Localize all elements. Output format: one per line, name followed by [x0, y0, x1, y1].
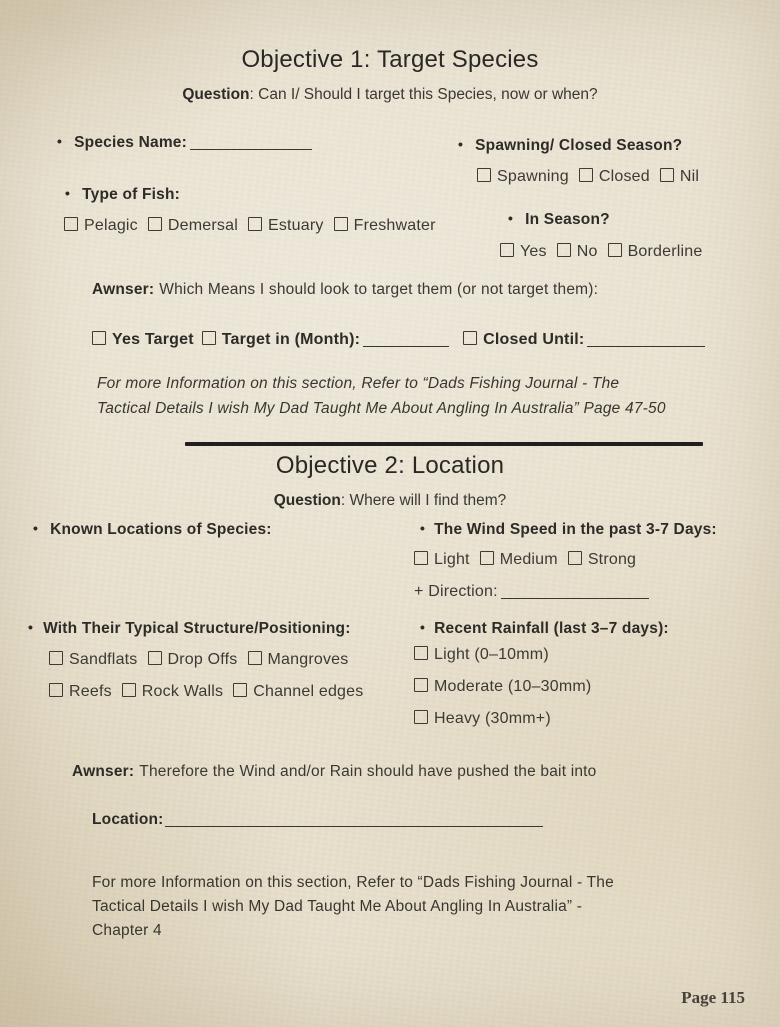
objective1-title: Objective 1: Target Species — [241, 46, 539, 73]
objective1-reference — [97, 371, 666, 421]
structure-item — [28, 620, 351, 638]
checkbox-label: Light — [434, 551, 470, 568]
location-fill-line[interactable] — [165, 812, 543, 827]
checkbox-label: Nil — [679, 168, 700, 185]
checkbox-label: Mangroves — [267, 651, 349, 668]
checkbox-label: Heavy (30mm+) — [434, 710, 551, 727]
bullet-icon — [65, 185, 70, 203]
answer-text: Which Means I should look to target them (or not target them): — [159, 281, 599, 298]
checkbox-icon[interactable] — [463, 331, 477, 345]
rainfall-options — [414, 646, 591, 742]
checkbox-icon[interactable] — [64, 217, 78, 231]
checkbox-icon[interactable] — [334, 217, 348, 231]
bullet-icon — [420, 520, 425, 538]
question-text: : Where will I find them? — [340, 492, 507, 509]
checkbox-label: Medium — [499, 551, 558, 568]
wind-direction-row — [414, 583, 649, 601]
bullet-icon — [57, 133, 62, 151]
checkbox-label: Sandflats — [69, 651, 138, 668]
checkbox-label: Drop Offs — [167, 651, 238, 668]
target-month-fill-line[interactable] — [363, 332, 449, 347]
checkbox-icon[interactable] — [148, 651, 162, 665]
checkbox-label: Freshwater — [353, 217, 436, 234]
objective1-answer — [92, 281, 598, 299]
reference-line: Chapter 4 — [92, 922, 162, 939]
question-label: Question — [182, 86, 250, 103]
section-divider — [185, 442, 703, 446]
checkbox-icon[interactable] — [477, 168, 491, 182]
reference-line: Tactical Details I wish My Dad Taught Me About Angling In Australia” Page 47-50 — [97, 400, 666, 417]
wind-speed-options — [414, 551, 646, 569]
reference-line: For more Information on this section, Refer to “Dads Fishing Journal - The — [97, 375, 620, 392]
rainfall-label: Recent Rainfall (last 3–7 days): — [434, 620, 669, 637]
question-label: Question — [273, 492, 341, 509]
structure-label: With Their Typical Structure/Positioning: — [43, 620, 351, 637]
checkbox-label: Borderline — [627, 243, 703, 260]
answer-text: Therefore the Wind and/or Rain should have pushed the bait into — [139, 763, 597, 780]
checkbox-label: Channel edges — [253, 683, 364, 700]
checkbox-label: No — [576, 243, 598, 260]
checkbox-label: Light (0–10mm) — [434, 646, 549, 663]
reference-line: For more Information on this section, Refer to “Dads Fishing Journal - The — [92, 874, 614, 891]
checkbox-icon[interactable] — [92, 331, 106, 345]
checkbox-label: Strong — [587, 551, 637, 568]
spawning-closed-item — [458, 137, 682, 155]
checkbox-icon[interactable] — [202, 331, 216, 345]
checkbox-label: Spawning — [497, 168, 569, 185]
in-season-item — [508, 211, 610, 229]
checkbox-icon[interactable] — [49, 651, 63, 665]
checkbox-label: Yes — [520, 243, 547, 260]
checkbox-icon[interactable] — [248, 217, 262, 231]
wind-speed-item — [420, 521, 717, 539]
type-of-fish-item — [65, 186, 180, 204]
structure-options-row1 — [49, 651, 358, 669]
type-of-fish-options — [64, 217, 446, 235]
closed-until-fill-line[interactable] — [587, 332, 705, 347]
target-in-month-label: Target in (Month): — [221, 331, 361, 348]
checkbox-label: Rock Walls — [141, 683, 224, 700]
species-name-label: Species Name: — [74, 134, 187, 151]
checkbox-label: Demersal — [167, 217, 238, 234]
checkbox-icon[interactable] — [568, 551, 582, 565]
bullet-icon — [508, 210, 513, 228]
location-label: Location: — [92, 811, 164, 828]
spawning-closed-label: Spawning/ Closed Season? — [475, 137, 683, 154]
objective2-answer — [72, 763, 597, 781]
species-name-fill-line[interactable] — [190, 135, 312, 150]
checkbox-icon[interactable] — [414, 710, 428, 724]
checkbox-icon[interactable] — [414, 646, 428, 660]
direction-label: + Direction: — [414, 583, 498, 600]
checkbox-icon[interactable] — [480, 551, 494, 565]
checkbox-label: Reefs — [69, 683, 112, 700]
bullet-icon — [458, 136, 463, 154]
known-locations-label: Known Locations of Species: — [50, 521, 272, 538]
in-season-label: In Season? — [525, 211, 610, 228]
checkbox-label: Closed — [598, 168, 650, 185]
rainfall-item — [420, 620, 669, 638]
checkbox-label: Moderate (10–30mm) — [434, 678, 592, 695]
checkbox-icon[interactable] — [579, 168, 593, 182]
checkbox-icon[interactable] — [608, 243, 622, 257]
answer-label: Awnser: — [92, 281, 155, 298]
objective2-title: Objective 2: Location — [275, 452, 505, 479]
checkbox-label: Estuary — [267, 217, 324, 234]
checkbox-icon[interactable] — [248, 651, 262, 665]
objective1-decision-row — [92, 331, 705, 349]
bullet-icon — [420, 619, 425, 637]
objective2-question — [0, 492, 780, 510]
reference-line: Tactical Details I wish My Dad Taught Me About Angling In Australia” - — [92, 898, 583, 915]
checkbox-icon[interactable] — [414, 551, 428, 565]
objective1-question — [0, 86, 780, 104]
checkbox-icon[interactable] — [660, 168, 674, 182]
page-number: Page 115 — [681, 988, 745, 1007]
in-season-options — [500, 243, 713, 261]
location-row — [92, 811, 543, 829]
checkbox-icon[interactable] — [414, 678, 428, 692]
species-name-item — [57, 134, 312, 152]
spawning-closed-options — [477, 168, 709, 186]
question-text: : Can I/ Should I target this Species, now or when? — [249, 86, 598, 103]
known-locations-item — [33, 521, 272, 539]
checkbox-icon[interactable] — [233, 683, 247, 697]
checkbox-label: Pelagic — [84, 217, 138, 234]
bullet-icon — [28, 619, 33, 637]
wind-speed-label: The Wind Speed in the past 3-7 Days: — [434, 521, 717, 538]
objective2-reference — [92, 871, 614, 943]
checkbox-icon[interactable] — [557, 243, 571, 257]
checkbox-icon[interactable] — [500, 243, 514, 257]
direction-fill-line[interactable] — [501, 584, 649, 599]
closed-until-label: Closed Until: — [483, 331, 585, 348]
checkbox-icon[interactable] — [148, 217, 162, 231]
type-of-fish-label: Type of Fish: — [82, 186, 181, 203]
checkbox-icon[interactable] — [49, 683, 63, 697]
checkbox-icon[interactable] — [122, 683, 136, 697]
answer-label: Awnser: — [72, 763, 135, 780]
structure-options-row2 — [49, 683, 373, 701]
yes-target-label: Yes Target — [112, 331, 194, 348]
bullet-icon — [33, 520, 38, 538]
